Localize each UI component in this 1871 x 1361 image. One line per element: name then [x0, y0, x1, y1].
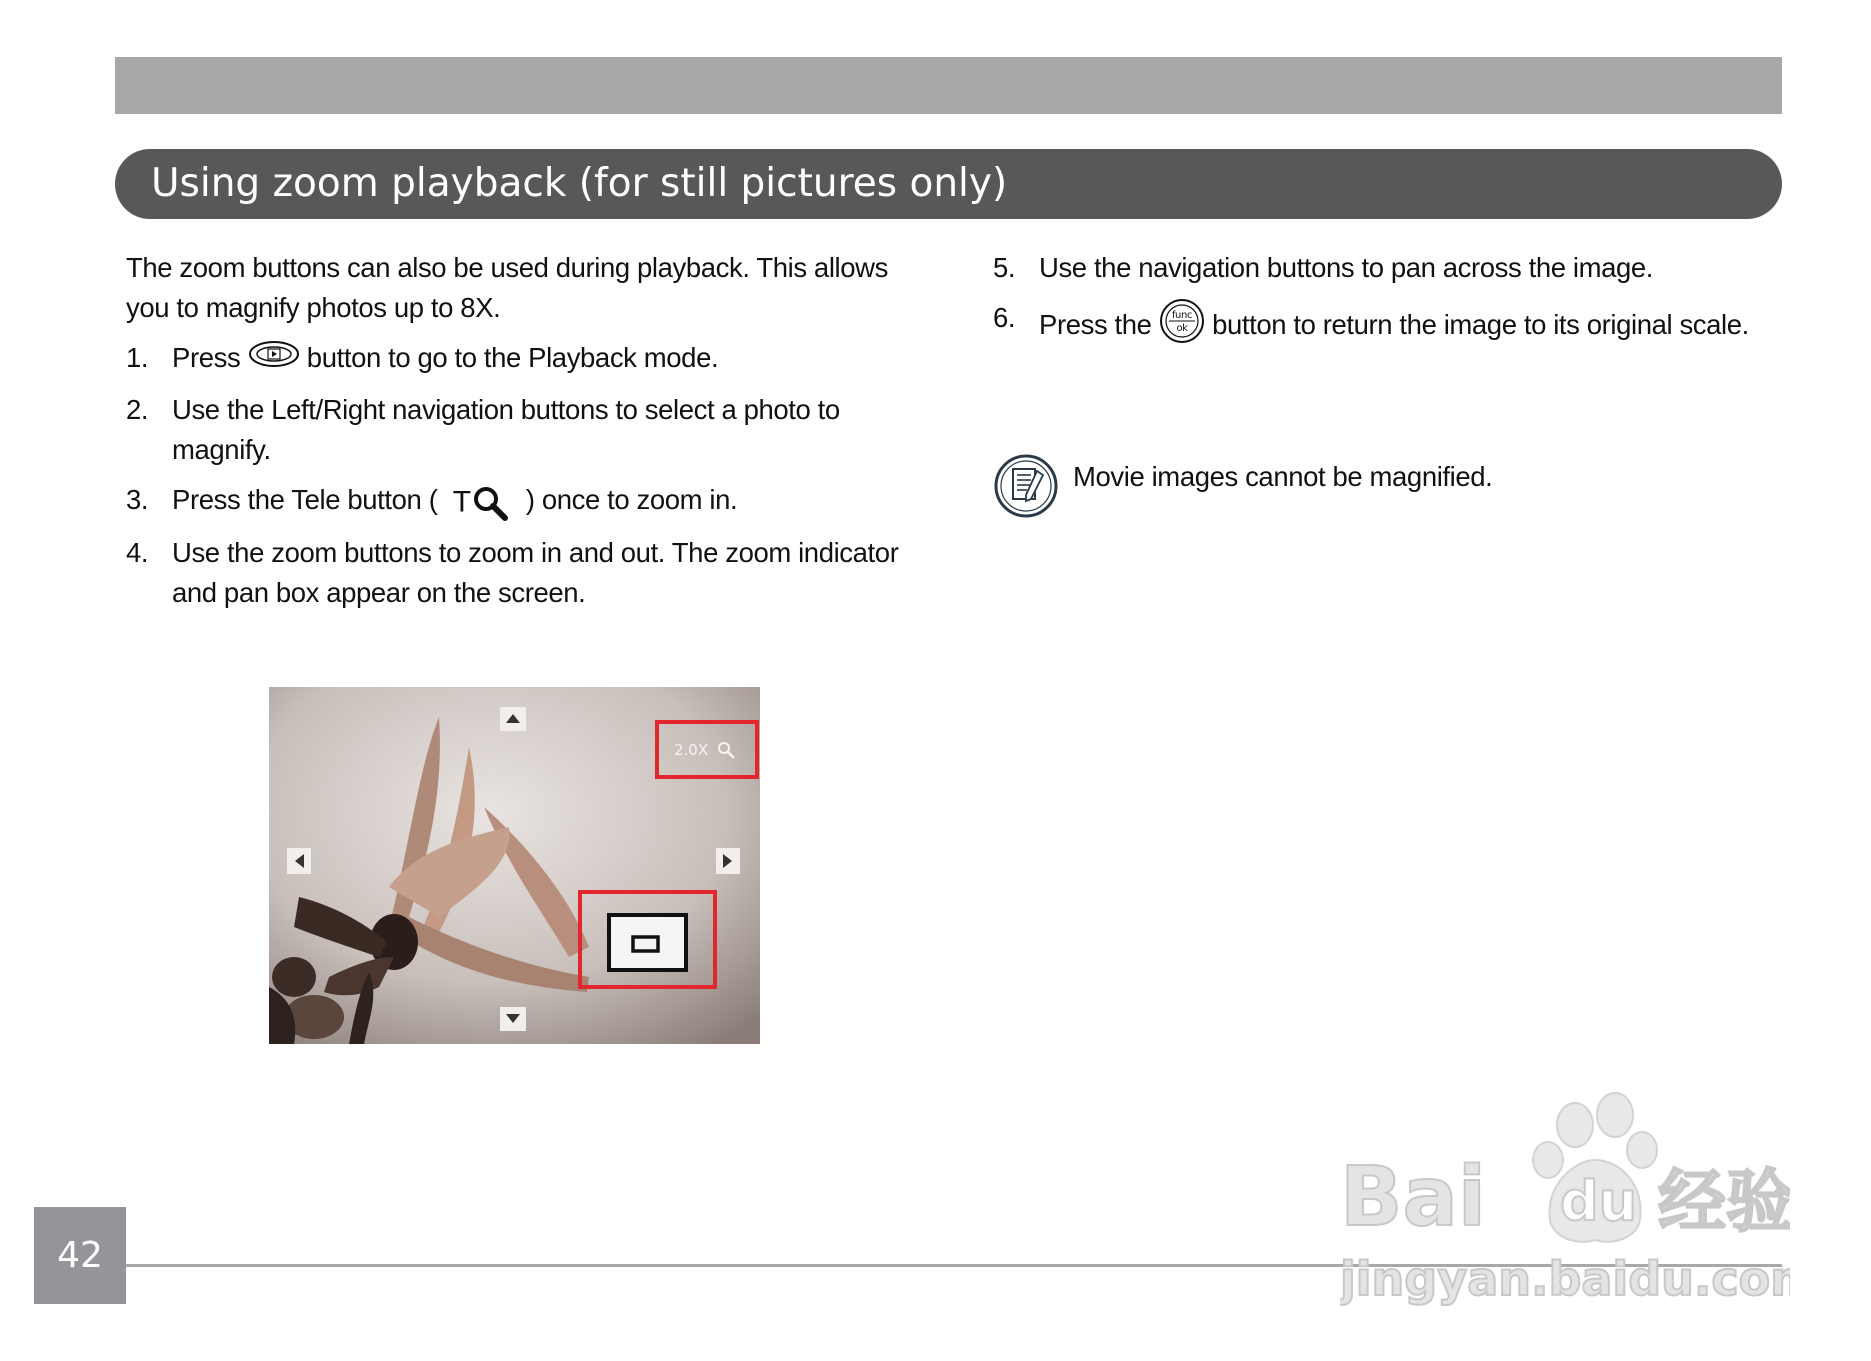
pan-up-arrow-icon: [500, 707, 526, 731]
playback-button-icon: [248, 339, 300, 380]
step-number: 5.: [993, 252, 1016, 283]
step-1: [126, 338, 906, 380]
pan-right-arrow-icon: [716, 848, 740, 874]
step-3: [126, 480, 906, 523]
step-number: 2.: [126, 394, 149, 426]
svg-text:jingyan.baidu.com: jingyan.baidu.com: [1340, 1252, 1790, 1306]
step-text: Use the zoom buttons to zoom in and out. The zoom indicator and pan box appear on the screen.: [172, 536, 899, 608]
step-6: [993, 298, 1753, 355]
svg-text:Bai: Bai: [1340, 1150, 1486, 1245]
step-number: 3.: [126, 484, 149, 516]
section-title-bar: [115, 149, 1782, 219]
tele-letter: T: [452, 485, 471, 519]
svg-text:du: du: [1560, 1170, 1638, 1233]
note-box: [993, 453, 1753, 523]
step-2: [126, 390, 906, 470]
right-column: [993, 248, 1753, 365]
step-number: 6.: [993, 302, 1016, 333]
pan-left-arrow-icon: [287, 848, 311, 874]
step-text-after: button to go to the Playback mode.: [306, 342, 719, 373]
ok-label: ok: [1176, 323, 1188, 334]
zoom-playback-screen-image: [269, 687, 760, 1044]
steps-list-left: [126, 338, 906, 613]
step-number: 1.: [126, 342, 149, 373]
step-text-after: button to return the image to its original scale.: [1212, 308, 1749, 340]
page-number-box: [34, 1207, 126, 1304]
note-text: Movie images cannot be magnified.: [1073, 461, 1493, 492]
baidu-watermark-logo: [1340, 1090, 1790, 1320]
zoom-indicator-label: 2.0X: [674, 741, 709, 759]
step-text-after: ) once to zoom in.: [525, 484, 738, 516]
step-4: [126, 533, 906, 613]
step-text-before: Press the Tele button (: [172, 484, 438, 516]
note-icon: [993, 453, 1059, 524]
page-number: 42: [57, 1235, 103, 1276]
intro-paragraph: The zoom buttons can also be used during playback. This allows you to magnify photos up to 8X.: [126, 252, 888, 323]
zoom-tele-icon: [453, 481, 511, 523]
step-number: 4.: [126, 536, 149, 568]
step-text: Use the navigation buttons to pan across the image.: [1039, 252, 1654, 283]
step-text-before: Press the: [1039, 308, 1152, 340]
step-text-before: Press: [172, 342, 241, 373]
func-ok-button-icon: [1159, 298, 1205, 355]
section-title: Using zoom playback (for still pictures only): [151, 161, 1008, 206]
svg-text:经验: 经验: [1658, 1163, 1790, 1242]
func-label: func: [1171, 310, 1192, 321]
pan-down-arrow-icon: [500, 1007, 526, 1031]
left-column: [126, 248, 906, 623]
header-band: [115, 57, 1782, 114]
step-5: [993, 248, 1753, 288]
step-text: Use the Left/Right navigation buttons to select a photo to magnify.: [172, 394, 840, 466]
steps-list-right: [993, 248, 1753, 355]
